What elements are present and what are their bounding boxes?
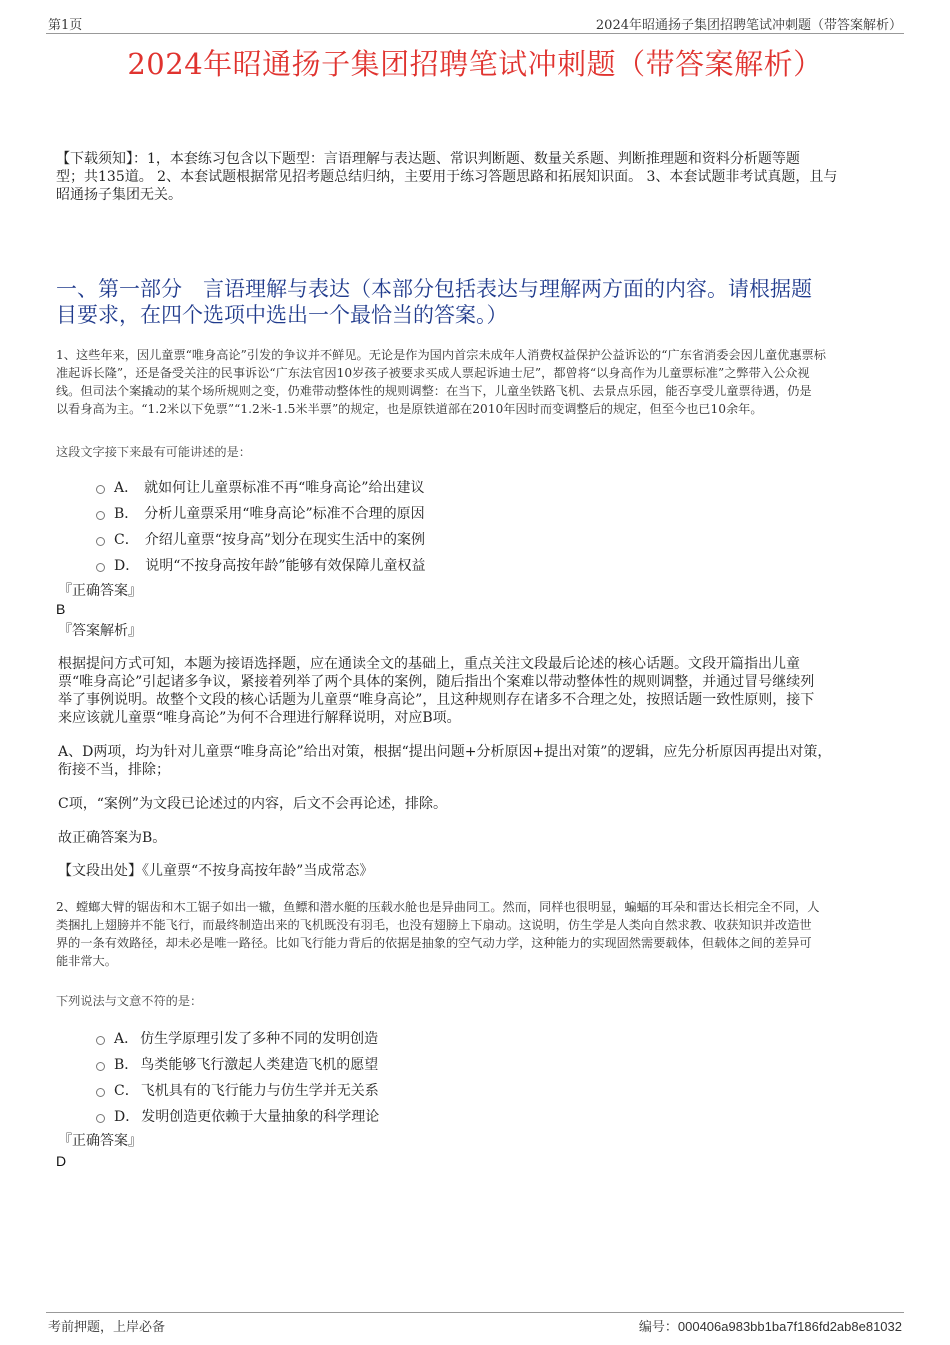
q1-stem (56, 346, 898, 418)
option-key: A． (114, 480, 139, 496)
radio-icon[interactable] (96, 1062, 105, 1071)
q1-stem-line: 1、这些年来，因儿童票“唯身高论”引发的争议并不鲜见。无论是作为国内首宗未成年人消费权益保护公益诉讼的“广东省消委会因儿童优惠票标 (56, 348, 826, 362)
document-code-value: 000406a983bb1ba7f186fd2ab8e81032 (677, 1319, 902, 1334)
running-title: 2024年昭通扬子集团招聘笔试冲刺题（带答案解析） (595, 18, 902, 33)
radio-icon[interactable] (96, 1036, 105, 1045)
option-text: 分析儿童票采用“唯身高论”标准不合理的原因 (144, 506, 425, 522)
option-text: 说明“不按身高按年龄”能够有效保障儿童权益 (145, 558, 426, 574)
q1-option-b[interactable] (96, 503, 425, 523)
q1-source: 【文段出处】《儿童票“不按身高按年龄”当成常态》 (58, 863, 374, 879)
q1-analysis-p1 (58, 655, 888, 727)
q1-answer-label: 『正确答案』 (58, 583, 142, 599)
q2-stem-line: 2、螳螂大臂的锯齿和木工锯子如出一辙，鱼鳔和潜水艇的压载水舱也是异曲同工。然而，同样也很明显，蝙蝠的耳朵和雷达长相完全不同，人 (56, 900, 820, 914)
footer-divider (46, 1312, 904, 1313)
page-number: 第1页 (48, 18, 83, 33)
q2-answer: D (56, 1153, 67, 1169)
q1-analysis-p3: C项，“案例”为文段已论述过的内容，后文不会再论述，排除。 (58, 796, 448, 812)
q2-stem (56, 898, 898, 970)
option-text: 就如何让儿童票标准不再“唯身高论”给出建议 (144, 480, 425, 496)
analysis-line: 举了事例说明。故整个文段的核心话题为儿童票“唯身高论”，且这种规则存在诸多不合理之处，按照话题一致性原则，接下 (58, 692, 815, 708)
q2-option-b[interactable] (96, 1054, 378, 1074)
header-divider (46, 33, 904, 34)
analysis-line: 根据提问方式可知，本题为接语选择题，应在通读全文的基础上，重点关注文段最后论述的核心话题。文段开篇指出儿童 (58, 656, 800, 672)
q1-option-d[interactable] (96, 555, 426, 575)
q1-stem-line: 以看身高为主。“1.2米以下免票”“1.2米-1.5米半票”的规定，也是原铁道部在2010年因时而变调整后的规定，但至今也已10余年。 (56, 402, 763, 416)
q2-option-d[interactable] (96, 1106, 379, 1126)
option-key: C． (114, 532, 139, 548)
analysis-line: 衔接不当，排除； (58, 762, 170, 778)
q1-stem-line: 准起诉长隆”，还是备受关注的民事诉讼“广东法官因10岁孩子被要求买成人票起诉迪士尼”，都曾将“以身高作为儿童票标准”之弊带入公众视 (56, 366, 810, 380)
q1-option-c[interactable] (96, 529, 425, 549)
q2-option-a[interactable] (96, 1028, 378, 1048)
option-key: B． (114, 1057, 139, 1073)
option-key: A． (114, 1031, 139, 1047)
radio-icon[interactable] (96, 1088, 105, 1097)
q2-stem-line: 界的一条有效路径，却未必是唯一路径。比如飞行能力背后的依据是抽象的空气动力学，这种能力的实现固然需要载体，但载体之间的差异可 (56, 936, 812, 950)
option-key: C． (114, 1083, 139, 1099)
option-text: 飞机具有的飞行能力与仿生学并无关系 (140, 1083, 379, 1099)
document-code-label: 编号： (638, 1320, 678, 1335)
q1-prompt: 这段文字接下来最有可能讲述的是： (56, 445, 251, 459)
q2-stem-line: 类捆扎上翅膀并不能飞行，而最终制造出来的飞机既没有羽毛，也没有翅膀上下扇动。这说明，仿生学是人类向自然求教、收获知识并改造世 (56, 918, 812, 932)
analysis-line: 来应该就儿童票“唯身高论”为何不合理进行解释说明，对应B项。 (58, 710, 461, 726)
section-heading-line: 一、第一部分 言语理解与表达（本部分包括表达与理解两方面的内容。请根据题 (56, 277, 812, 301)
analysis-line: A、D两项，均为针对儿童票“唯身高论”给出对策，根据“提出问题+分析原因+提出对策”的逻辑，应先分析原因再提出对策， (58, 744, 832, 760)
radio-icon[interactable] (96, 1114, 105, 1123)
q1-option-a[interactable] (96, 477, 424, 497)
section-heading-line: 目要求，在四个选项中选出一个最恰当的答案。） (56, 303, 508, 327)
radio-icon[interactable] (96, 511, 105, 520)
document-code (639, 1316, 902, 1335)
notice-line: 型；共135道。 2、本套试题根据常见招考题总结归纳，主要用于练习答题思路和拓展知识面。 3、本套试题非考试真题，且与 (56, 169, 838, 185)
analysis-line: 票“唯身高论”引起诸多争议，紧接着列举了两个具体的案例，随后指出个案难以带动整体性的规则调整，并通过冒号继续列 (58, 674, 815, 690)
section-heading (56, 276, 906, 328)
notice-line: 昭通扬子集团无关。 (56, 187, 182, 203)
q1-analysis-label: 『答案解析』 (58, 623, 142, 639)
option-text: 发明创造更依赖于大量抽象的科学理论 (141, 1109, 380, 1125)
radio-icon[interactable] (96, 485, 105, 494)
radio-icon[interactable] (96, 563, 105, 572)
q1-stem-line: 线。但司法个案撬动的某个场所规则之变，仍难带动整体性的规则调整：在当下，儿童坐铁路飞机、去景点乐园，能否享受儿童票待遇，仍是 (56, 384, 812, 398)
option-text: 鸟类能够飞行激起人类建造飞机的愿望 (140, 1057, 379, 1073)
q1-answer: B (56, 601, 66, 617)
option-key: D． (114, 1109, 140, 1125)
footer-slogan: 考前押题，上岸必备 (48, 1320, 166, 1335)
option-text: 仿生学原理引发了多种不同的发明创造 (140, 1031, 379, 1047)
option-key: D． (114, 558, 140, 574)
q2-stem-line: 能非常大。 (56, 954, 117, 968)
option-key: B． (114, 506, 139, 522)
q1-analysis-p4: 故正确答案为B。 (58, 830, 167, 846)
q2-answer-label: 『正确答案』 (58, 1133, 142, 1149)
notice-line: 【下载须知】：1，本套练习包含以下题型：言语理解与表达题、常识判断题、数量关系题、判断推理题和资料分析题等题 (56, 151, 800, 167)
q1-analysis-p2 (58, 743, 888, 779)
download-notice (56, 150, 906, 204)
q2-option-c[interactable] (96, 1080, 379, 1100)
page-title: 2024年昭通扬子集团招聘笔试冲刺题（带答案解析） (127, 47, 823, 81)
q2-prompt: 下列说法与文意不符的是： (56, 994, 203, 1008)
radio-icon[interactable] (96, 537, 105, 546)
option-text: 介绍儿童票“按身高”划分在现实生活中的案例 (144, 532, 426, 548)
